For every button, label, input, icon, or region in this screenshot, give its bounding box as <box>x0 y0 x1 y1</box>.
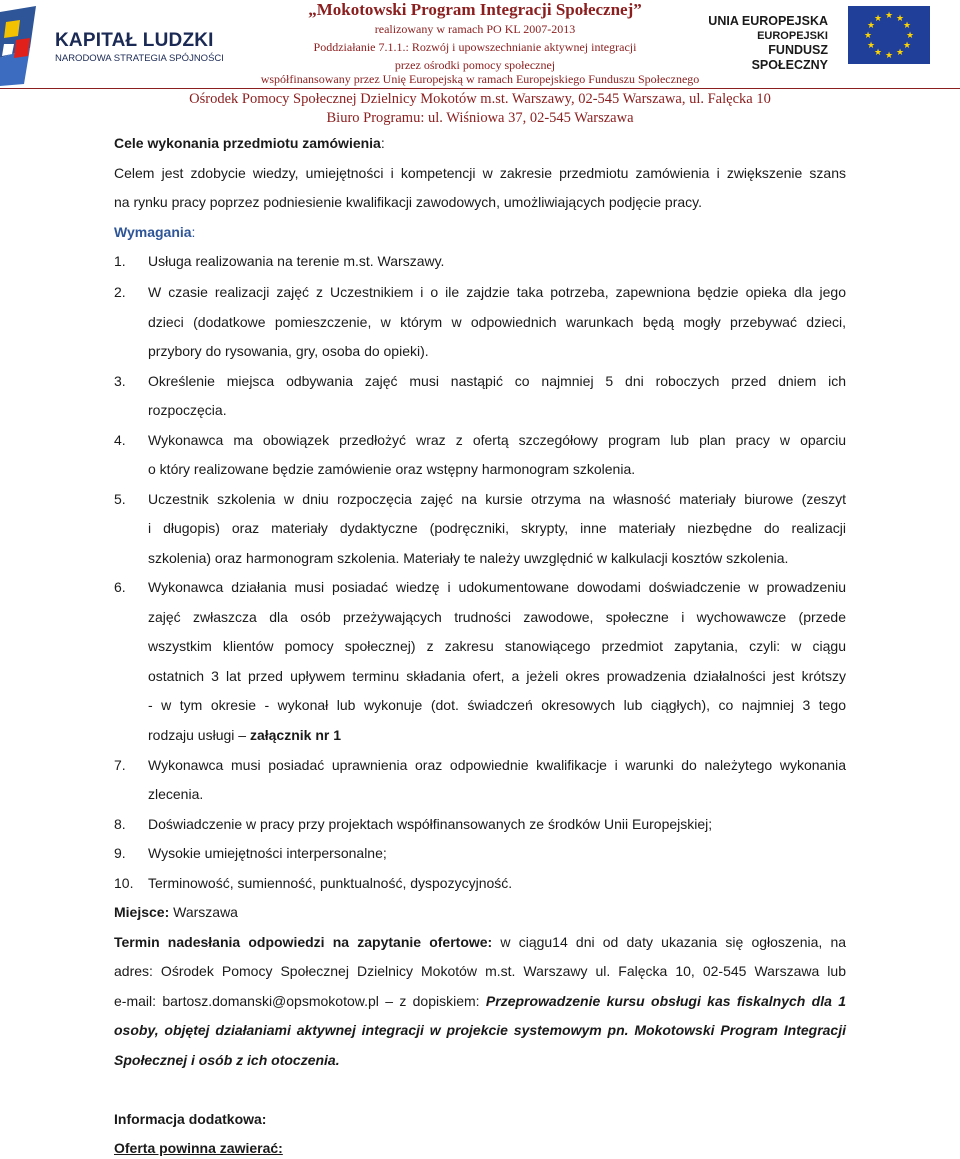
req-2-line-3: przybory do rysowania, gry, osoba do opieki). <box>148 343 429 359</box>
eu-logo-line-1: UNIA EUROPEJSKA <box>708 14 828 28</box>
program-header <box>230 0 720 74</box>
goal-heading: Cele wykonania przedmiotu zamówienia <box>114 135 381 151</box>
req-6-line-2: zajęć zwłaszcza dla osób przeżywających trudności zawodowe, społeczne i wychowawcze (przede <box>148 609 846 625</box>
req-3-line-1: Określenie miejsca odbywania zajęć musi nastąpić co najmniej 5 dni roboczych przed dniem ich <box>148 373 846 389</box>
program-line-2: Poddziałanie 7.1.1.: Rozwój i upowszechnianie aktywnej integracji <box>313 40 637 54</box>
deadline-line <box>114 934 846 950</box>
email-line <box>114 993 846 1009</box>
email-prefix: e-mail: bartosz.domanski@opsmokotow.pl – z dopiskiem: <box>114 993 486 1009</box>
req-6-line-5: - w tym okresie - wykonał lub wykonuje (dot. świadczeń okresowych lub ciągłych), co najmniej 3 tego <box>148 697 846 713</box>
req-6-last-prefix: rodzaju usługi – <box>148 727 250 743</box>
deadline-rest: w ciągu14 dni od daty ukazania się ogłoszenia, na <box>500 934 847 950</box>
svg-text:★: ★ <box>866 21 876 31</box>
eu-logo-line-3: FUNDUSZ SPOŁECZNY <box>751 43 828 72</box>
svg-text:★: ★ <box>895 48 905 58</box>
cofinancing-line: współfinansowany przez Unię Europejską w ramach Europejskiego Funduszu Społecznego <box>260 72 700 86</box>
svg-text:★: ★ <box>884 51 894 61</box>
req-5-line-3: szkolenia) oraz harmonogram szkolenia. Materiały te należy uwzględnić w kalkulacji kosztów szkolenia. <box>148 550 789 566</box>
program-office-address: Biuro Programu: ul. Wiśniowa 37, 02-545 Warszawa <box>326 110 634 126</box>
svg-text:★: ★ <box>873 14 883 24</box>
eu-flag-icon <box>848 6 930 64</box>
kapital-ludzki-subtitle: NARODOWA STRATEGIA SPÓJNOŚCI <box>55 53 224 64</box>
svg-text:★: ★ <box>863 31 873 41</box>
req-10-line-1: Terminowość, sumienność, punktualność, dyspozycyjność. <box>148 875 513 891</box>
req-7-line-2: zlecenia. <box>148 786 204 802</box>
svg-text:★: ★ <box>866 41 876 51</box>
req-6-line-1: Wykonawca działania musi posiadać wiedzę i udokumentowane dowodami doświadczenie w prowadzeniu <box>148 579 846 595</box>
req-6-line-3: wszystkim klientów pomocy społecznej) z zakresu stanowiącego przedmiot zapytania, czyli: w ciągu <box>148 638 846 654</box>
additional-info-heading: Informacja dodatkowa: <box>114 1111 267 1127</box>
req-5-line-1: Uczestnik szkolenia w dniu rozpoczęcia zajęć na kursie otrzyma na własność materiały biurowe (zeszyt <box>148 491 846 507</box>
eu-logo-text <box>700 14 828 73</box>
req-2-line-1: W czasie realizacji zajęć z Uczestnikiem i o ile zajdzie taka potrzeba, zapewniona będzie opieka dla jego <box>148 284 846 300</box>
req-1-line-1: Usługa realizowania na terenie m.st. Warszawy. <box>148 253 445 269</box>
email-subject-line-3: Społecznej i osób z ich otoczenia. <box>114 1052 340 1068</box>
req-4-number: 4. <box>114 432 126 448</box>
req-2-number: 2. <box>114 284 126 300</box>
program-line-1: realizowany w ramach PO KL 2007-2013 <box>374 22 576 36</box>
attachment-reference: załącznik nr 1 <box>249 727 341 743</box>
page-header <box>0 0 960 90</box>
kapital-ludzki-title: KAPITAŁ LUDZKI <box>55 30 214 51</box>
req-8-line-1: Doświadczenie w pracy przy projektach współfinansowanych ze środków Unii Europejskiej; <box>148 816 713 832</box>
program-line-3: przez ośrodki pomocy społecznej <box>394 58 556 72</box>
ops-address: Ośrodek Pomocy Społecznej Dzielnicy Mokotów m.st. Warszawy, 02-545 Warszawa, ul. Falęcka 10 <box>189 91 771 107</box>
req-4-line-2: o który realizowane będzie zamówienie oraz wstępny harmonogram szkolenia. <box>148 461 636 477</box>
place-line <box>114 904 238 920</box>
goal-heading-line: Cele wykonania przedmiotu zamówienia: <box>114 135 385 151</box>
req-1-number: 1. <box>114 253 126 269</box>
goal-text-line-1: Celem jest zdobycie wiedzy, umiejętności i kompetencji w zakresie przedmiotu zamówienia i zwiększenie szans <box>114 165 846 181</box>
req-4-line-1: Wykonawca ma obowiązek przedłożyć wraz z ofertą szczegółowy program lub plan pracy w oparciu <box>148 432 846 448</box>
email-subject-part-1: Przeprowadzenie kursu obsługi kas fiskalnych dla 1 <box>485 993 846 1009</box>
req-6-line-4: ostatnich 3 lat przed upływem terminu składania ofert, a jeżeli okres prowadzenia działalności jest krótszy <box>148 668 846 684</box>
req-7-number: 7. <box>114 757 126 773</box>
email-subject-part-2: osoby, objętej działaniami aktywnej integracji w projekcie systemowym pn. Mokotowski Program Integracji <box>114 1022 846 1038</box>
req-9-number: 9. <box>114 845 126 861</box>
svg-text:★: ★ <box>905 31 915 41</box>
email-subject-line-2 <box>114 1022 846 1038</box>
place-value: Warszawa <box>173 904 238 920</box>
requirements-heading: Wymagania <box>114 224 192 240</box>
req-2-line-2: dzieci (dodatkowe pomieszczenie, w którym w odpowiednich warunkach będą mogły przebywać dzieci, <box>148 314 846 330</box>
deadline-label: Termin nadesłania odpowiedzi na zapytanie ofertowe: <box>114 934 493 950</box>
svg-text:★: ★ <box>873 48 883 58</box>
svg-text:★: ★ <box>902 41 912 51</box>
address-line: adres: Ośrodek Pomocy Społecznej Dzielnicy Mokotów m.st. Warszawy ul. Falęcka 10, 02-545 Warszawa lub <box>114 963 846 979</box>
goal-text-line-2: na rynku pracy poprzez podniesienie kwalifikacji zawodowych, umożliwiających podjęcie pracy. <box>114 194 703 210</box>
req-9-line-1: Wysokie umiejętności interpersonalne; <box>148 845 387 861</box>
req-8-number: 8. <box>114 816 126 832</box>
req-7-line-1: Wykonawca musi posiadać uprawnienia oraz odpowiednie kwalifikacje i warunki do należytego wykonania <box>148 757 846 773</box>
svg-text:★: ★ <box>895 14 905 24</box>
req-5-line-2: i długopis) oraz materiały dydaktyczne (podręczniki, skrypty, inne materiały niezbędne do realizacji <box>148 520 846 536</box>
svg-text:★: ★ <box>902 21 912 31</box>
req-6-number: 6. <box>114 579 126 595</box>
requirements-heading-line: Wymagania: <box>114 224 196 240</box>
eu-logo <box>700 6 950 72</box>
req-6-line-6 <box>148 727 341 743</box>
place-label: Miejsce: <box>114 904 170 920</box>
svg-text:★: ★ <box>884 11 894 21</box>
offer-contents-heading: Oferta powinna zawierać: <box>114 1140 283 1156</box>
req-5-number: 5. <box>114 491 126 507</box>
req-3-number: 3. <box>114 373 126 389</box>
program-title: „Mokotowski Program Integracji Społecznej” <box>308 0 642 19</box>
req-10-number: 10. <box>114 875 134 891</box>
eu-logo-line-2: EUROPEJSKI <box>757 30 828 42</box>
req-3-line-2: rozpoczęcia. <box>148 402 227 418</box>
